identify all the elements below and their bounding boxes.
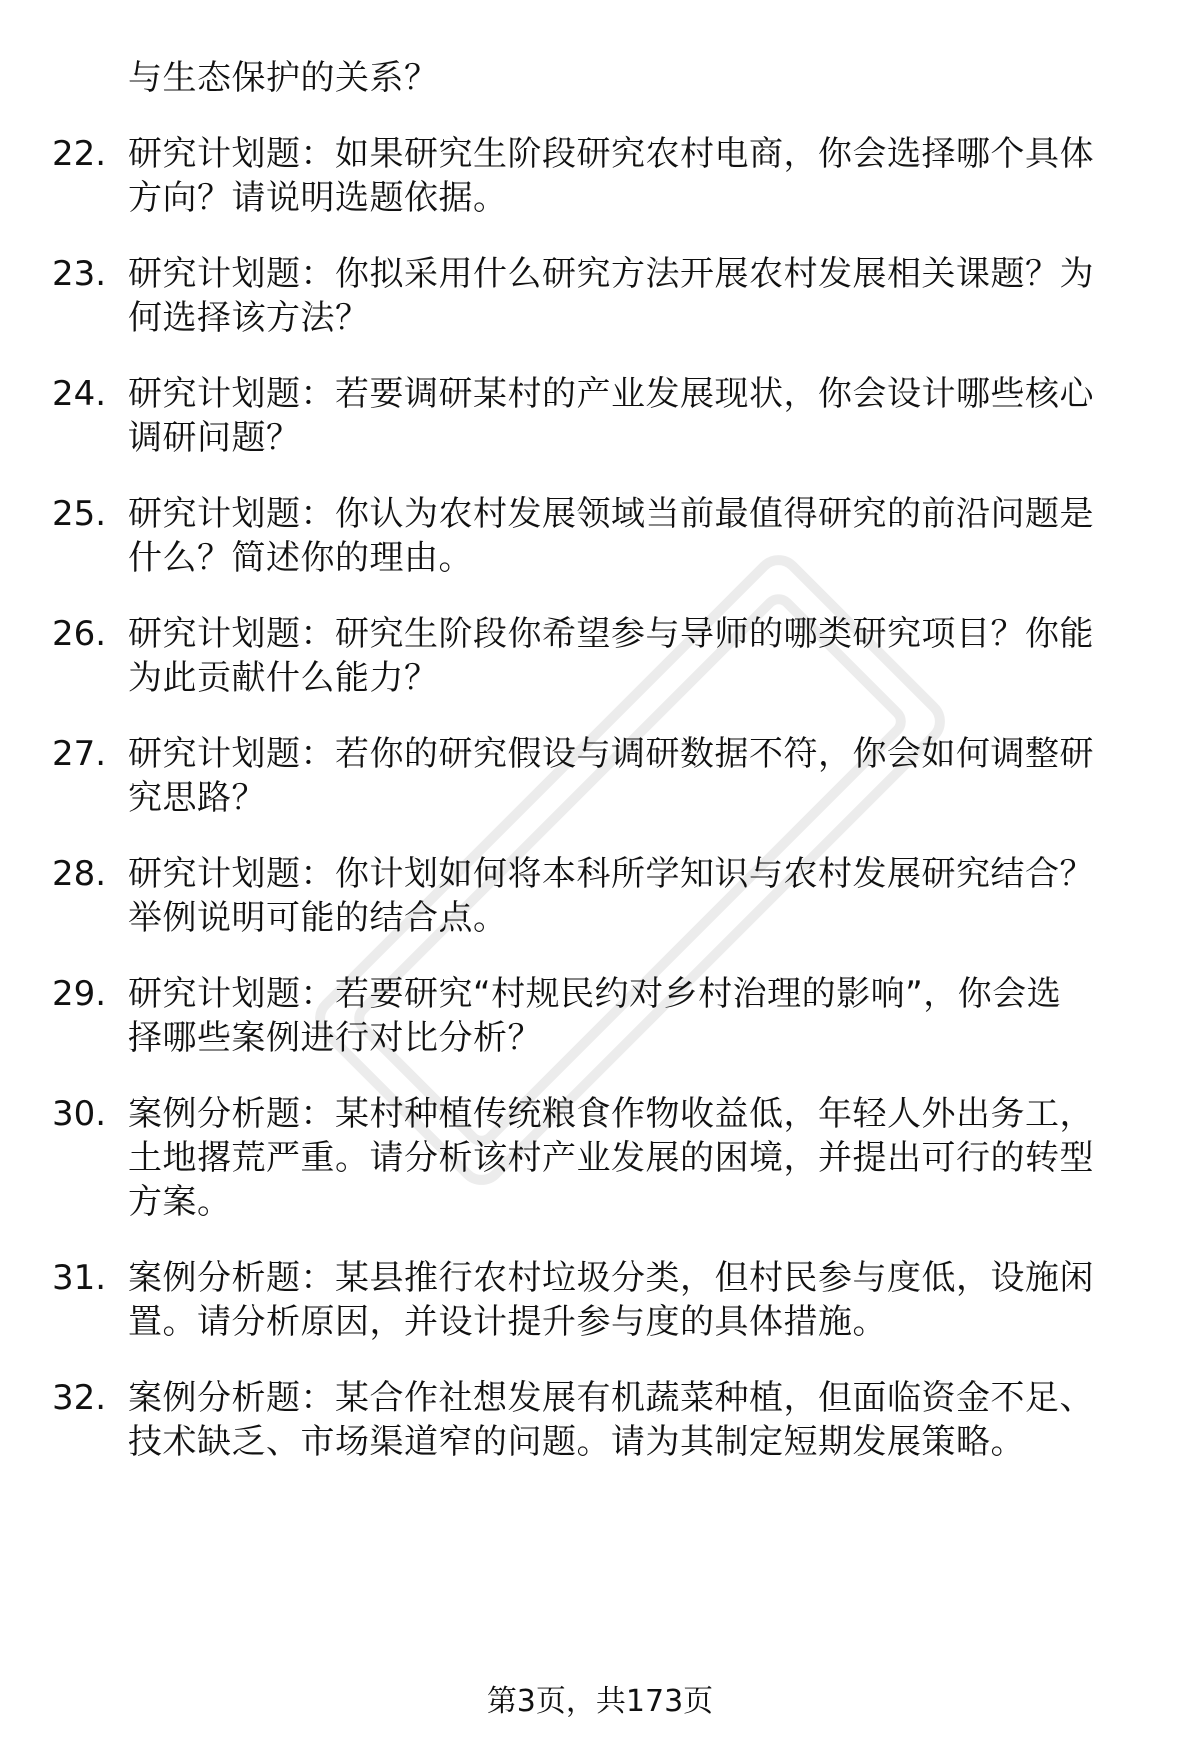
question-27-line-1: 研究计划题：若你的研究假设与调研数据不符，你会如何调整研: [128, 734, 1094, 774]
question-24-line-1: 研究计划题：若要调研某村的产业发展现状，你会设计哪些核心: [128, 374, 1094, 414]
question-26-line-2: 为此贡献什么能力？: [128, 658, 439, 698]
question-24-line-2: 调研问题？: [128, 418, 301, 458]
question-number: 29.: [52, 974, 107, 1014]
question-30-line-3: 方案。: [128, 1182, 232, 1222]
page-number-footer: 第3页，共173页: [486, 1684, 714, 1719]
question-number: 31.: [52, 1258, 107, 1298]
question-26-line-1: 研究计划题：研究生阶段你希望参与导师的哪类研究项目？你能: [128, 614, 1094, 654]
question-number: 25.: [52, 494, 107, 534]
question-29-line-2: 择哪些案例进行对比分析？: [128, 1018, 542, 1058]
question-number: 22.: [52, 134, 107, 174]
question-25-line-2: 什么？简述你的理由。: [128, 538, 473, 578]
question-27-line-2: 究思路？: [128, 778, 266, 818]
question-28-line-2: 举例说明可能的结合点。: [128, 898, 508, 938]
question-31-line-2: 置。请分析原因，并设计提升参与度的具体措施。: [128, 1302, 887, 1342]
question-number: 24.: [52, 374, 107, 414]
question-21-continuation: 与生态保护的关系？: [128, 58, 439, 98]
question-number: 27.: [52, 734, 107, 774]
question-32-line-1: 案例分析题：某合作社想发展有机蔬菜种植，但面临资金不足、: [128, 1378, 1094, 1418]
question-23-line-2: 何选择该方法？: [128, 298, 370, 338]
question-number: 23.: [52, 254, 107, 294]
question-28-line-1: 研究计划题：你计划如何将本科所学知识与农村发展研究结合？: [128, 854, 1094, 894]
question-32-line-2: 技术缺乏、市场渠道窄的问题。请为其制定短期发展策略。: [128, 1422, 1025, 1462]
question-number: 32.: [52, 1378, 107, 1418]
question-22-line-2: 方向？请说明选题依据。: [128, 178, 508, 218]
question-number: 30.: [52, 1094, 107, 1134]
question-25-line-1: 研究计划题：你认为农村发展领域当前最值得研究的前沿问题是: [128, 494, 1094, 534]
question-30-line-1: 案例分析题：某村种植传统粮食作物收益低，年轻人外出务工，: [128, 1094, 1094, 1134]
question-29-line-1: 研究计划题：若要研究“村规民约对乡村治理的影响”，你会选: [128, 974, 1062, 1014]
question-number: 26.: [52, 614, 107, 654]
question-31-line-1: 案例分析题：某县推行农村垃圾分类，但村民参与度低，设施闲: [128, 1258, 1094, 1298]
question-23-line-1: 研究计划题：你拟采用什么研究方法开展农村发展相关课题？为: [128, 254, 1094, 294]
question-30-line-2: 土地撂荒严重。请分析该村产业发展的困境，并提出可行的转型: [128, 1138, 1094, 1178]
question-22-line-1: 研究计划题：如果研究生阶段研究农村电商，你会选择哪个具体: [128, 134, 1094, 174]
question-number: 28.: [52, 854, 107, 894]
